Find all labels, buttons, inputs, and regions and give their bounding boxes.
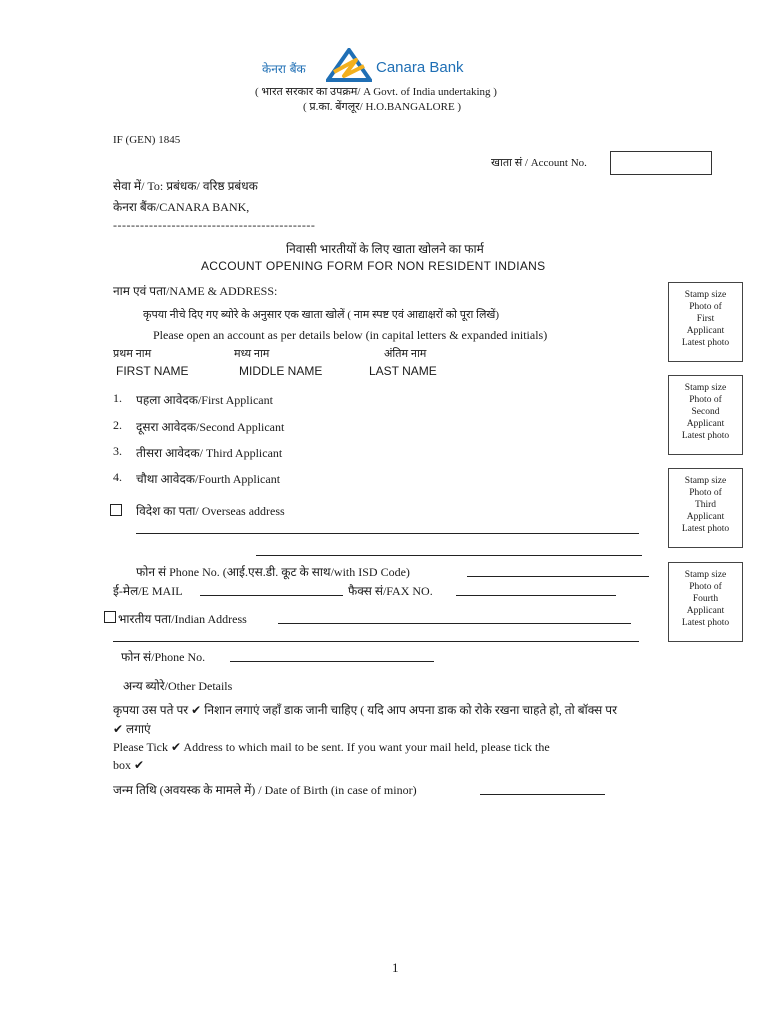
photo-caption: Stamp size (684, 290, 727, 300)
tick-instruction-english: Please Tick ✔ Address to which mail to be sent. If you want your mail held, please tick the (113, 740, 550, 754)
bank-line: केनरा बैंक/CANARA BANK, (113, 200, 250, 214)
instruction-english: Please open an account as per details below (in capital letters & expanded initials) (153, 328, 548, 342)
photo-caption: Stamp size (684, 383, 727, 393)
photo-caption: Latest photo (681, 431, 730, 441)
photo-caption: Applicant (686, 419, 725, 429)
other-details-label: अन्य ब्योरे/Other Details (123, 679, 233, 693)
photo-caption: Latest photo (681, 618, 730, 628)
fax-field[interactable] (456, 595, 616, 596)
canara-logo-icon (326, 48, 372, 82)
photo-caption: Photo of (689, 582, 722, 592)
photo-caption: Photo of (689, 488, 722, 498)
phone-field[interactable] (230, 661, 434, 662)
undertaking-line: ( भारत सरकार का उपक्रम/ A Govt. of India undertaking ) (255, 86, 497, 98)
overseas-address-line[interactable] (256, 555, 642, 556)
phone-isd-label: फोन सं Phone No. (आई.एस.डी. कूट के साथ/with ISD Code) (136, 565, 410, 579)
logo-hindi-text: केनरा बैंक (262, 62, 306, 76)
photo-caption: First (696, 314, 715, 324)
dob-label: जन्म तिथि (अवयस्क के मामले में) / Date of Birth (in case of minor) (113, 783, 417, 797)
tick-instruction-english-cont: box ✔ (113, 758, 145, 772)
photo-caption: Photo of (689, 302, 722, 312)
applicant-1-label: पहला आवेदक/First Applicant (136, 393, 273, 407)
page-number: 1 (392, 960, 399, 975)
photo-caption: Third (694, 500, 717, 510)
overseas-address-label: विदेश का पता/ Overseas address (136, 504, 285, 518)
phone-label: फोन सं/Phone No. (121, 650, 206, 664)
head-office-line: ( प्र.का. बेंगलूर/ H.O.BANGALORE ) (303, 101, 462, 113)
applicant-number: 4. (113, 470, 122, 484)
indian-address-label: भारतीय पता/Indian Address (118, 612, 247, 626)
photo-box-third-applicant[interactable] (668, 468, 743, 548)
first-name-header: FIRST NAME (116, 364, 189, 378)
photo-caption: Fourth (692, 594, 719, 604)
name-address-label: नाम एवं पता/NAME & ADDRESS: (113, 284, 278, 298)
photo-box-second-applicant[interactable] (668, 375, 743, 455)
overseas-address-checkbox[interactable] (110, 504, 122, 516)
phone-isd-field[interactable] (467, 576, 649, 577)
tick-instruction-hindi-cont: ✔ लगाएं (113, 722, 151, 736)
photo-caption: Latest photo (681, 524, 730, 534)
account-no-label: खाता सं / Account No. (491, 157, 587, 169)
indian-address-checkbox[interactable] (104, 611, 116, 623)
applicant-3-label: तीसरा आवेदक/ Third Applicant (136, 446, 283, 460)
logo-english-text: Canara Bank (376, 59, 464, 76)
dob-field[interactable] (480, 794, 605, 795)
photo-caption: Photo of (689, 395, 722, 405)
photo-caption: Applicant (686, 326, 725, 336)
middle-name-hindi: मध्य नाम (234, 348, 270, 360)
form-code: IF (GEN) 1845 (113, 134, 181, 146)
email-label: ई-मेल/E MAIL (113, 584, 183, 598)
last-name-header: LAST NAME (369, 364, 437, 378)
email-field[interactable] (200, 595, 343, 596)
photo-caption: Stamp size (684, 570, 727, 580)
photo-caption: Applicant (686, 606, 725, 616)
tick-instruction-hindi: कृपया उस पते पर ✔ निशान लगाएं जहाँ डाक जानी चाहिए ( यदि आप अपना डाक को रोके रखना चाहते हो, तो बॉक्स पर (113, 703, 618, 717)
to-line: सेवा में/ To: प्रबंधक/ वरिष्ठ प्रबंधक (113, 179, 258, 193)
first-name-hindi: प्रथम नाम (113, 348, 152, 360)
applicant-number: 2. (113, 418, 122, 432)
instruction-hindi: कृपया नीचे दिए गए ब्योरे के अनुसार एक खाता खोलें ( नाम स्पष्ट एवं आद्याक्षरों को पूरा लिखें) (143, 309, 500, 321)
account-no-field[interactable] (610, 151, 712, 175)
form-title: ACCOUNT OPENING FORM FOR NON RESIDENT INDIANS (201, 259, 546, 273)
separator-dashes: --------------------------------------------- (113, 218, 316, 232)
photo-box-first-applicant[interactable] (668, 282, 743, 362)
applicant-number: 3. (113, 444, 122, 458)
photo-caption: Latest photo (681, 338, 730, 348)
overseas-address-line[interactable] (136, 533, 639, 534)
indian-address-line[interactable] (113, 641, 639, 642)
applicant-2-label: दूसरा आवेदक/Second Applicant (136, 420, 285, 434)
fax-label: फैक्स सं/FAX NO. (348, 584, 433, 598)
indian-address-field[interactable] (278, 623, 631, 624)
photo-box-fourth-applicant[interactable] (668, 562, 743, 642)
middle-name-header: MIDDLE NAME (239, 364, 323, 378)
photo-caption: Applicant (686, 512, 725, 522)
applicant-4-label: चौथा आवेदक/Fourth Applicant (136, 472, 281, 486)
title-hindi: निवासी भारतीयों के लिए खाता खोलने का फार्म (286, 242, 484, 256)
last-name-hindi: अंतिम नाम (384, 348, 427, 360)
applicant-number: 1. (113, 391, 122, 405)
photo-caption: Stamp size (684, 476, 727, 486)
photo-caption: Second (691, 407, 720, 417)
